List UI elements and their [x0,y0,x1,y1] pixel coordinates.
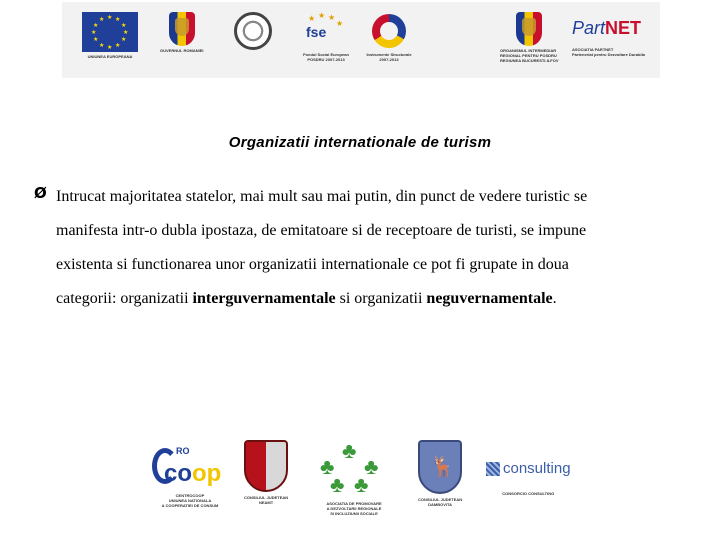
consulting-mark-icon [486,462,500,476]
bullet-arrow-icon: Ø [34,184,47,202]
paragraph-line: manifesta intr-o dubla ipostaza, de emitatoare si de receptoare de turisti, se impune [56,222,587,239]
neamt-council-logo [244,440,288,505]
logo-caption: CONSILIUL JUDETEAN NEAMT [244,495,289,505]
bold-term: neguvernamentale [426,290,553,307]
regional-association-logo [318,440,390,516]
logo-caption: CONSILIUL JUDETEAN DAMBOVITA [418,497,463,507]
logo-caption: Instrumente Structurale 2007-2013 [366,52,412,62]
eu-flag-icon: ★ ★ ★ ★ ★ ★ ★ ★ ★ ★ ★ ★ [82,12,138,52]
government-logo [160,12,203,53]
coop-icon: RO coop [150,446,230,490]
logo-caption: CONSORCIO CONSULTING [502,491,555,496]
neamt-shield-icon [244,440,288,492]
consulting-wordmark: consulting [486,460,571,477]
partnet-wordmark: PartNET [572,18,642,38]
logo-caption: GUVERNUL ROMANIEI [160,48,204,53]
seal-icon [234,12,272,50]
consulting-logo [486,460,571,496]
paragraph-line: categorii: organizatii interguvernamentale si organizatii neguvernamentale. [56,290,557,307]
paragraph-line: Intrucat majoritatea statelor, mai mult sau mai putin, din punct de vedere turistic se [56,188,588,205]
eu-logo [82,12,138,59]
paragraph-line: existenta si functionarea unor organizatii internationale ce pot fi grupate in doua [56,256,569,273]
people-circle-icon: ♣ ♣ ♣ ♣ ♣ [320,438,379,497]
fse-icon: fse ★ ★ ★ ★ [306,11,344,40]
intermediate-body-logo [500,12,559,63]
partner-logo-banner [62,2,660,78]
logo-caption: ASOCIATIA DE PROMOVARE A DEZVOLTARII REGIONALE SI INCLUZIUNII SOCIALE [326,501,382,516]
logo-caption: CENTROCOOP UNIUNEA NATIONALA A COOPERATIEI DE CONSUM [161,493,219,508]
deer-shield-icon [418,440,462,494]
ministry-seal-logo [234,12,272,50]
structural-instruments-icon [366,10,412,50]
logo-caption: ORGANISMUL INTERMEDIAR REGIONAL PENTRU POSDRU REGIUNEA BUCURESTI-ILFOV [500,48,559,63]
centrocoop-logo [150,446,230,508]
romania-coat-of-arms-icon [516,12,542,46]
logo-caption: ASOCIATIA PARTNET Parteneriat pentru Dezvoltare Durabila [572,47,645,57]
page-title: Organizatii internationale de turism [228,134,492,151]
fse-mark: fse [306,24,327,40]
romania-coat-of-arms-icon [169,12,195,46]
fse-logo [302,10,350,62]
logo-caption: Fondul Social European POSDRU 2007-2013 [303,52,349,62]
partnet-logo [572,18,645,57]
body-paragraph [56,180,676,316]
logo-caption: UNIUNEA EUROPEANA [87,54,133,59]
dambovita-council-logo [418,440,462,507]
bold-term: interguvernamentale [192,290,336,307]
structural-instruments-logo [366,10,412,62]
